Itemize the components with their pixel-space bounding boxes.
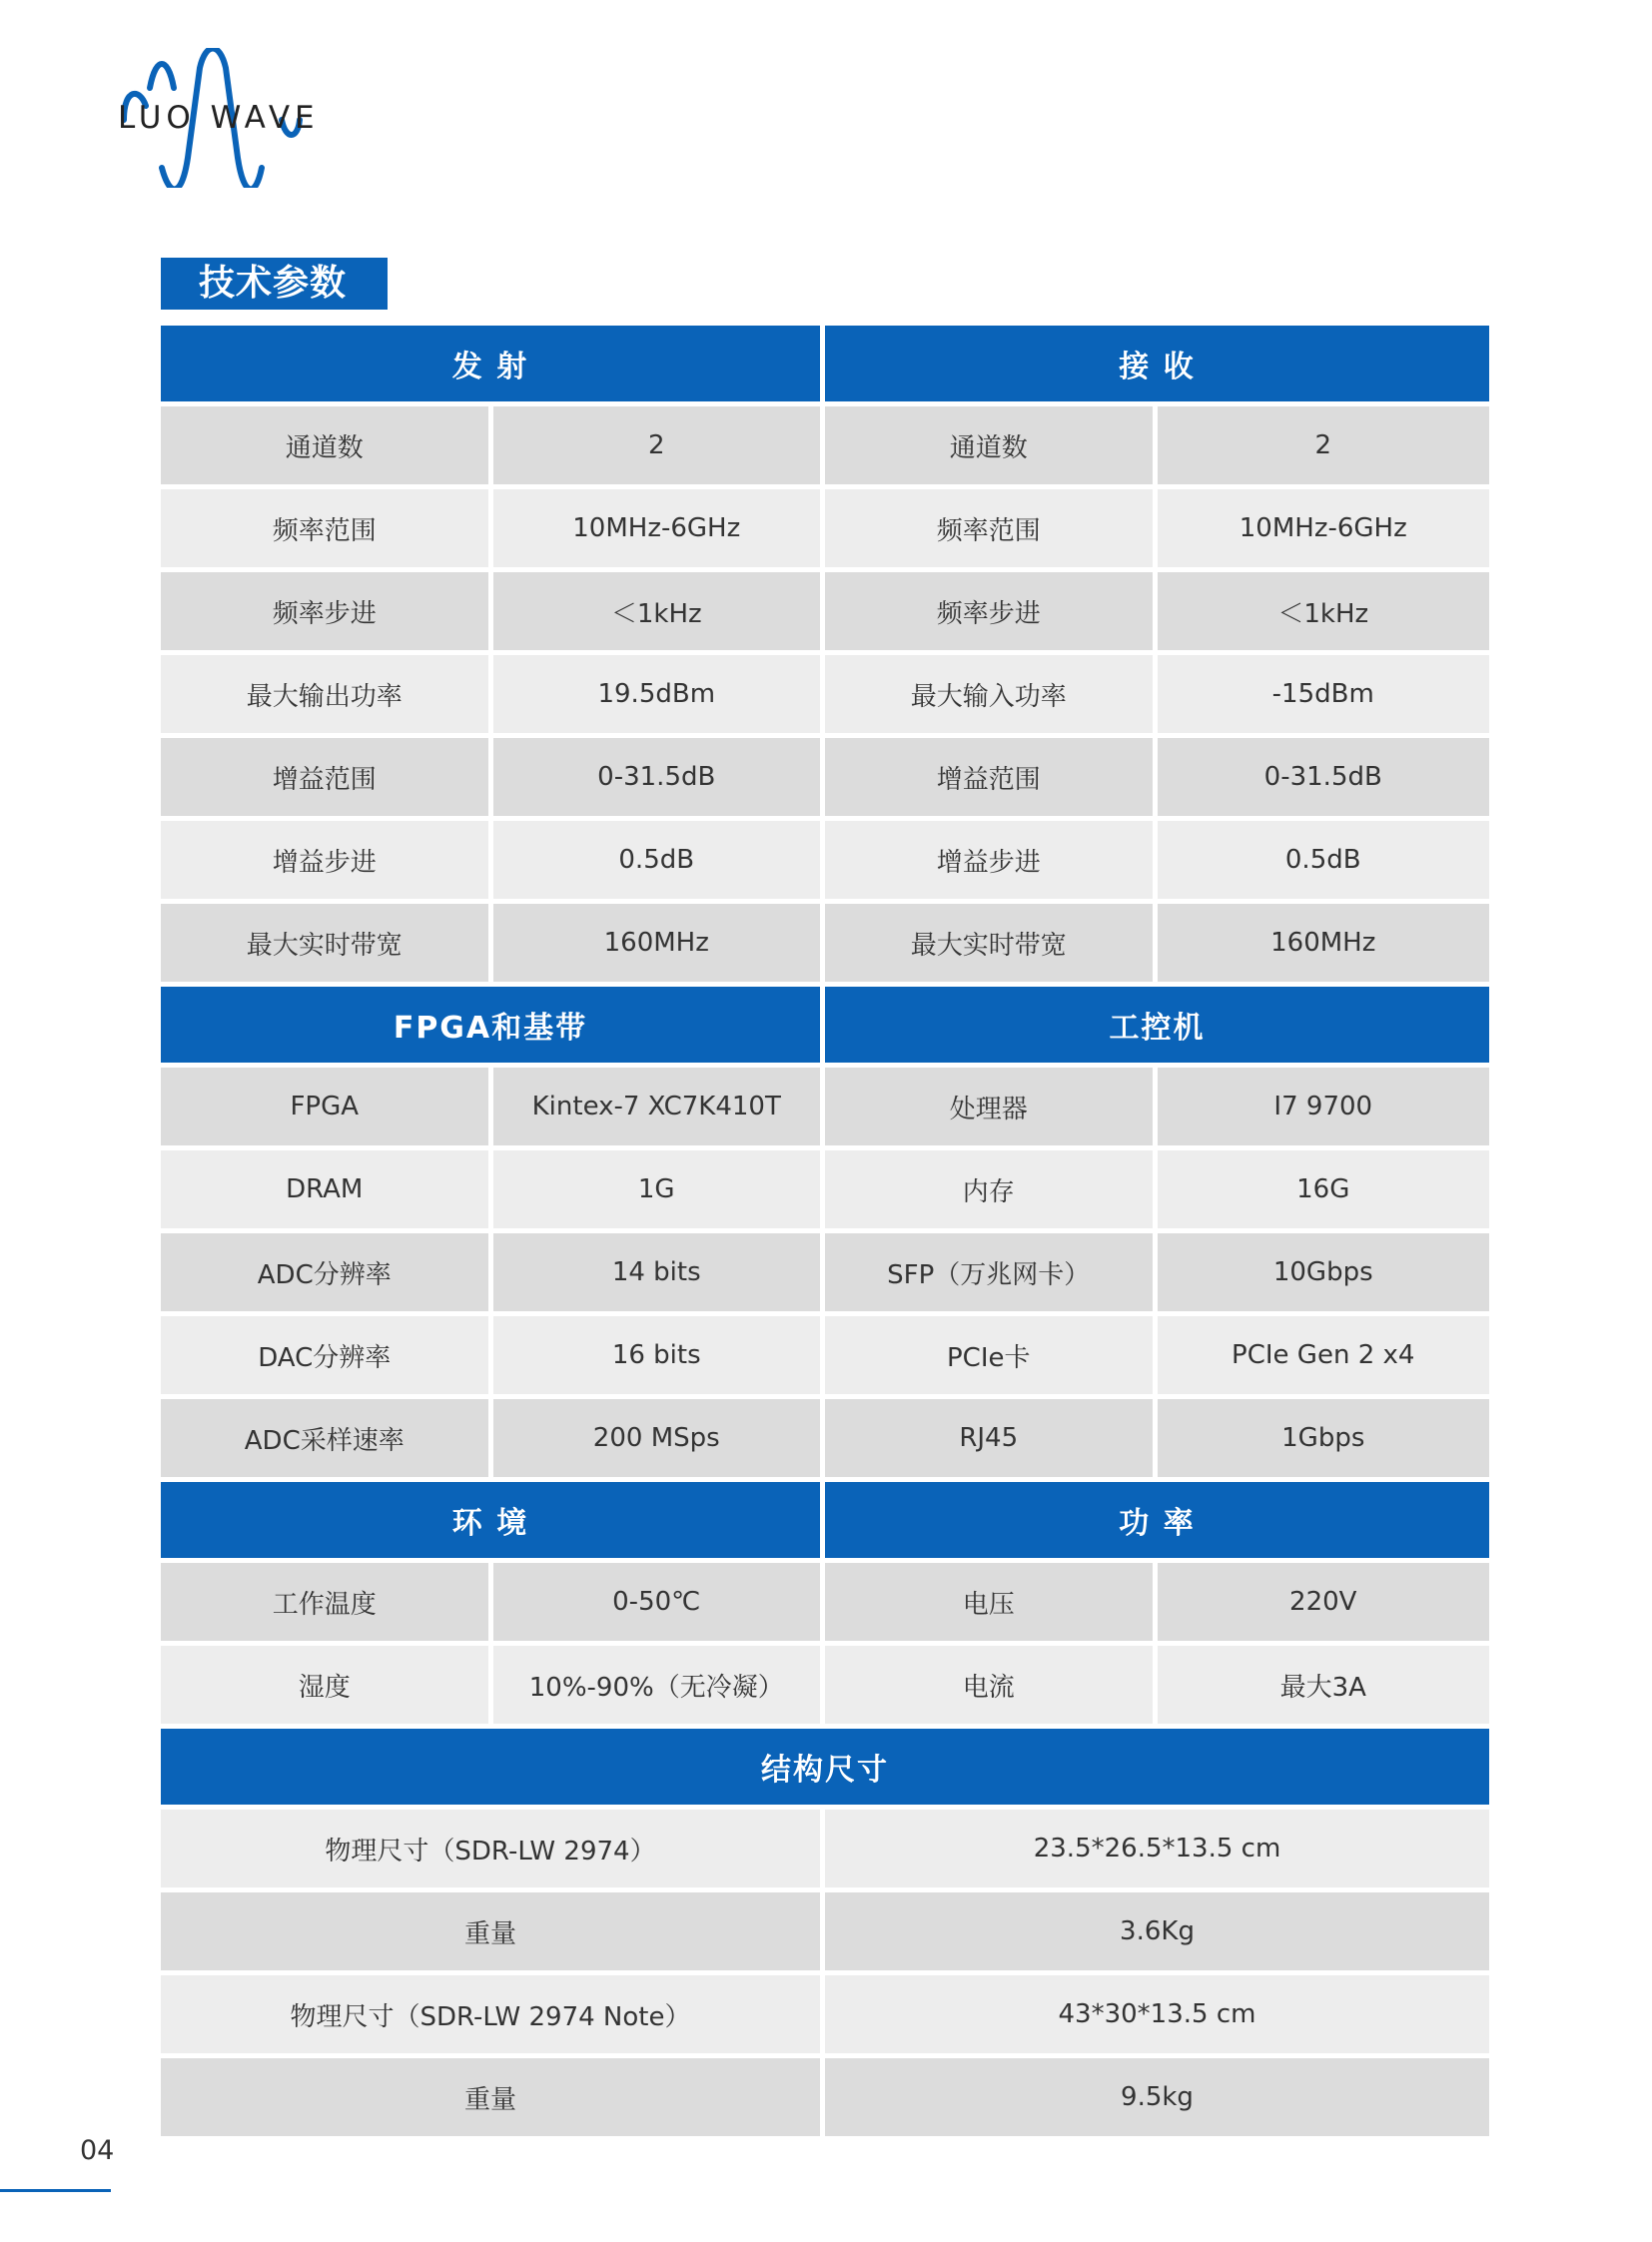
transmit-value: 2: [493, 406, 826, 489]
fpga-label: ADC分辨率: [161, 1233, 493, 1316]
logo-wordmark: LUO WAVE: [118, 100, 320, 136]
structure-label: 物理尺寸（SDR-LW 2974）: [161, 1810, 825, 1892]
power-header: 功 率: [825, 1482, 1489, 1563]
table-row: [161, 406, 1489, 489]
page-number-underline: [0, 2189, 111, 2192]
structure-value: 43*30*13.5 cm: [825, 1975, 1489, 2058]
ipc-label: SFP（万兆网卡）: [825, 1233, 1158, 1316]
table-row: [161, 1810, 1489, 1892]
environment-value: 10%-90%（无冷凝）: [493, 1646, 826, 1729]
transmit-label: 最大输出功率: [161, 655, 493, 738]
table-row: [161, 1399, 1489, 1482]
fpga-label: ADC采样速率: [161, 1399, 493, 1482]
fpga-label: DAC分辨率: [161, 1316, 493, 1399]
structure-label: 物理尺寸（SDR-LW 2974 Note）: [161, 1975, 825, 2058]
table-row: [161, 1892, 1489, 1975]
receive-value: 0.5dB: [1158, 821, 1490, 904]
transmit-value: ＜1kHz: [493, 572, 826, 655]
table-row: [161, 1233, 1489, 1316]
table-row: [161, 738, 1489, 821]
transmit-label: 频率步进: [161, 572, 493, 655]
transmit-value: 19.5dBm: [493, 655, 826, 738]
table-row: [161, 1316, 1489, 1399]
fpga-value: 16 bits: [493, 1316, 826, 1399]
ipc-value: 1Gbps: [1158, 1399, 1490, 1482]
environment-label: 工作温度: [161, 1563, 493, 1646]
spec-table: [161, 326, 1489, 2141]
transmit-header: 发 射: [161, 326, 825, 406]
structure-header: 结构尺寸: [161, 1729, 1489, 1810]
fpga-label: DRAM: [161, 1150, 493, 1233]
ipc-label: 处理器: [825, 1068, 1158, 1150]
page-number: 04: [80, 2135, 115, 2166]
fpga-header: FPGA和基带: [161, 987, 825, 1068]
power-label: 电流: [825, 1646, 1158, 1729]
transmit-value: 160MHz: [493, 904, 826, 987]
receive-value: 2: [1158, 406, 1490, 489]
table-row: [161, 904, 1489, 987]
fpga-value: 1G: [493, 1150, 826, 1233]
environment-power-rows: [161, 1563, 1489, 1729]
receive-label: 最大输入功率: [825, 655, 1158, 738]
table-row: [161, 572, 1489, 655]
ipc-value: PCIe Gen 2 x4: [1158, 1316, 1490, 1399]
rf-rows: [161, 406, 1489, 987]
transmit-label: 通道数: [161, 406, 493, 489]
table-row: [161, 2058, 1489, 2141]
environment-header: 环 境: [161, 1482, 825, 1563]
receive-value: 160MHz: [1158, 904, 1490, 987]
receive-value: 0-31.5dB: [1158, 738, 1490, 821]
table-row: [161, 1068, 1489, 1150]
table-row: [161, 489, 1489, 572]
table-row: [161, 1975, 1489, 2058]
fpga-value: 14 bits: [493, 1233, 826, 1316]
header-row: [161, 987, 1489, 1068]
fpga-ipc-rows: [161, 1068, 1489, 1482]
ipc-label: PCIe卡: [825, 1316, 1158, 1399]
fpga-value: 200 MSps: [493, 1399, 826, 1482]
environment-value: 0-50℃: [493, 1563, 826, 1646]
transmit-value: 10MHz-6GHz: [493, 489, 826, 572]
structure-label: 重量: [161, 1892, 825, 1975]
transmit-label: 频率范围: [161, 489, 493, 572]
receive-label: 通道数: [825, 406, 1158, 489]
table-row: [161, 821, 1489, 904]
section-title: 技术参数: [161, 258, 388, 310]
transmit-value: 0.5dB: [493, 821, 826, 904]
structure-value: 9.5kg: [825, 2058, 1489, 2141]
structure-value: 23.5*26.5*13.5 cm: [825, 1810, 1489, 1892]
receive-label: 频率范围: [825, 489, 1158, 572]
receive-value: 10MHz-6GHz: [1158, 489, 1490, 572]
transmit-label: 增益步进: [161, 821, 493, 904]
fpga-value: Kintex-7 XC7K410T: [493, 1068, 826, 1150]
table-row: [161, 1563, 1489, 1646]
transmit-label: 增益范围: [161, 738, 493, 821]
table-row: [161, 1150, 1489, 1233]
header-row: [161, 1482, 1489, 1563]
power-label: 电压: [825, 1563, 1158, 1646]
transmit-label: 最大实时带宽: [161, 904, 493, 987]
structure-value: 3.6Kg: [825, 1892, 1489, 1975]
transmit-value: 0-31.5dB: [493, 738, 826, 821]
table-row: [161, 655, 1489, 738]
receive-label: 最大实时带宽: [825, 904, 1158, 987]
structure-label: 重量: [161, 2058, 825, 2141]
ipc-value: 10Gbps: [1158, 1233, 1490, 1316]
ipc-header: 工控机: [825, 987, 1489, 1068]
power-value: 220V: [1158, 1563, 1490, 1646]
ipc-value: 16G: [1158, 1150, 1490, 1233]
environment-label: 湿度: [161, 1646, 493, 1729]
power-value: 最大3A: [1158, 1646, 1490, 1729]
receive-value: -15dBm: [1158, 655, 1490, 738]
receive-label: 频率步进: [825, 572, 1158, 655]
ipc-value: I7 9700: [1158, 1068, 1490, 1150]
header-row: [161, 326, 1489, 406]
receive-label: 增益范围: [825, 738, 1158, 821]
table-row: [161, 1646, 1489, 1729]
structure-rows: [161, 1810, 1489, 2141]
receive-label: 增益步进: [825, 821, 1158, 904]
receive-header: 接 收: [825, 326, 1489, 406]
ipc-label: 内存: [825, 1150, 1158, 1233]
ipc-label: RJ45: [825, 1399, 1158, 1482]
header-row: [161, 1729, 1489, 1810]
receive-value: ＜1kHz: [1158, 572, 1490, 655]
fpga-label: FPGA: [161, 1068, 493, 1150]
